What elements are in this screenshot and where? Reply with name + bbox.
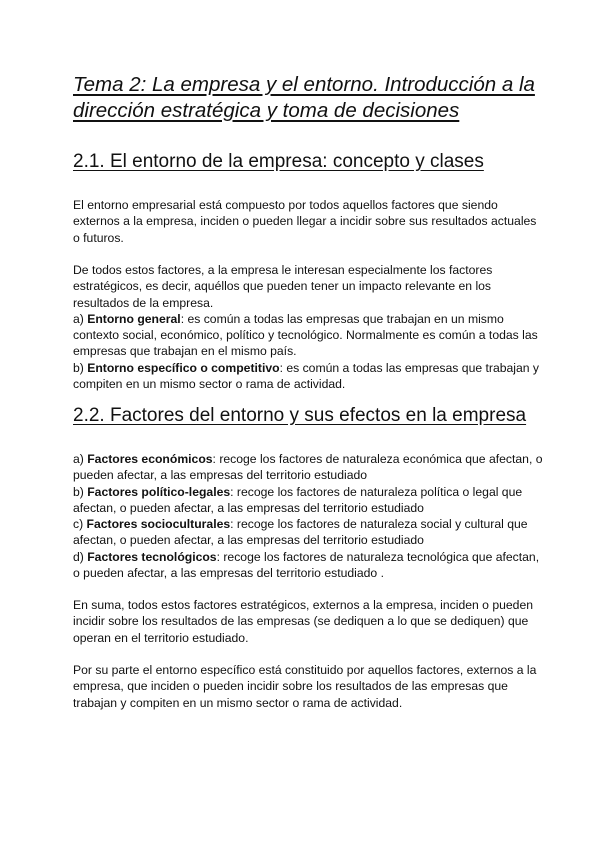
term-entorno-general: Entorno general <box>87 311 181 326</box>
paragraph-entorno-definicion: El entorno empresarial está compuesto por todos aquellos factores que siendo externos a la empresa, inciden o pueden llegar a incidir sobre sus resultados actuales o futuros. <box>73 198 537 245</box>
list-prefix: a) <box>73 311 88 326</box>
list-prefix: b) <box>73 360 88 375</box>
list-item-factores-politico-legales <box>73 485 522 515</box>
term-factores-tecnologicos: Factores tecnológicos <box>87 549 217 564</box>
definition-text: : recoge los factores de naturaleza política o legal que afectan, o pueden afectar, a las empresas del territorio estudiado <box>73 484 523 515</box>
term-factores-politico-legales: Factores político-legales <box>87 484 231 499</box>
definition-text: : recoge los factores de naturaleza económica que afectan, o pueden afectar, a las empresas del territorio estudiado <box>73 452 543 483</box>
definition-text: : es común a todas las empresas que trabajan en un mismo contexto social, económico, político y tecnológico. Normalmente es común a todas las empresas que trabajan en el mismo país. <box>73 311 538 359</box>
list-item-factores-economicos <box>73 452 543 482</box>
definition-text: : es común a todas las empresas que trabajan y compiten en un mismo sector o rama de actividad. <box>73 360 540 392</box>
term-entorno-especifico: Entorno específico o competitivo <box>87 360 280 375</box>
list-prefix: b) <box>73 484 88 499</box>
list-item-entorno-especifico <box>73 361 539 391</box>
term-factores-economicos: Factores económicos <box>87 452 213 466</box>
document-title: Tema 2: La empresa y el entorno. Introducción a la dirección estratégica y toma de decisiones <box>73 73 535 122</box>
paragraph-text: De todos estos factores, a la empresa le interesan especialmente los factores estratégicos, es decir, aquéllos que pueden tener un impacto relevante en los resultados de la empresa. <box>73 263 493 310</box>
definition-text: : recoge los factores de naturaleza tecnológica que afectan, o pueden afectar, a las empresas del territorio estudiado . <box>73 549 540 581</box>
section-heading-2-2: 2.2. Factores del entorno y sus efectos en la empresa <box>73 405 527 426</box>
paragraph-entorno-especifico: Por su parte el entorno específico está constituido por aquellos factores, externos a la empresa, que inciden o pueden incidir sobre los resultados de las empresas que trabajan y compiten en un mismo sector o rama de actividad. <box>73 663 537 710</box>
list-prefix: c) <box>73 517 87 532</box>
list-prefix: a) <box>73 452 88 466</box>
factores-list <box>73 451 543 581</box>
section-heading-2-1: 2.1. El entorno de la empresa: concepto y clases <box>73 151 484 172</box>
list-item-factores-tecnologicos <box>73 550 539 580</box>
definition-text: : recoge los factores de naturaleza social y cultural que afectan, o pueden afectar, a las empresas del territorio estudiado <box>73 517 528 548</box>
paragraph-resumen: En suma, todos estos factores estratégicos, externos a la empresa, inciden o pueden incidir sobre los resultados de las empresas (se dediquen a lo que se dediquen) que operan en el territorio estudiado. <box>73 598 534 645</box>
list-prefix: d) <box>73 549 88 564</box>
paragraph-factores-estrategicos <box>73 262 543 392</box>
term-factores-socioculturales: Factores socioculturales <box>86 517 231 532</box>
list-item-entorno-general <box>73 312 538 359</box>
list-item-factores-socioculturales <box>73 517 528 547</box>
